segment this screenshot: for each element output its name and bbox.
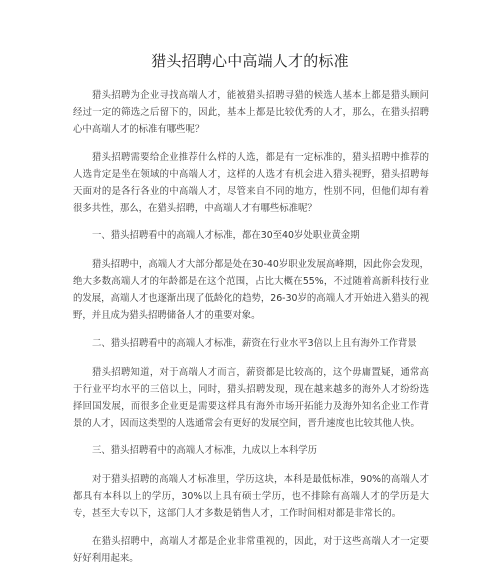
paragraph-age: 猎头招聘中，高端人才大部分都是处在30-40岁职业发展高峰期，因此你会发现，绝大多数高端人才的年龄都是在这个范围，占比大概在55%，不过随着高新科技行业的发展，高端人才也逐渐出现了低龄化的趋势，26-30岁的高端人才开始进入猎头的视野，并且成为猎头招聘储备人才的重要对象。 [73, 259, 429, 321]
section-heading-age: 一、猎头招聘看中的高端人才标准，都在30至40岁处职业黄金期 [92, 230, 360, 241]
section-heading-education: 三、猎头招聘看中的高端人才标准，九成以上本科学历 [92, 445, 318, 456]
article-title: 猎头招聘心中高端人才的标准 [151, 52, 349, 70]
paragraph-overview: 猎头招聘需要给企业推荐什么样的人选，都是有一定标准的，猎头招聘中推荐的人选肯定是坐在领域的中高端人才，这样的人选才有机会进入猎头视野，猎头招聘每天面对的是各行各业的中高端人才，尽管来自不同的地方，性别不同，但他们却有着很多共性，那么，在猎头招聘，中高端人才有哪些标准呢？ [73, 151, 429, 214]
section-heading-salary: 二、猎头招聘看中的高端人才标准，薪资在行业水平3倍以上且有海外工作背景 [92, 337, 417, 349]
paragraph-salary: 猎头招聘知道，对于高端人才而言，薪资都是比较高的，这个毋庸置疑，通常高于行业平均水平的三倍以上，同时，猎头招聘发现，现在越来越多的海外人才纷纷选择回国发展，而很多企业更是需要这样具有海外市场开拓能力及海外知名企业工作背景的人才，因而这类型的人选通常会有更好的发展空间，晋升速度也比较其他人快。 [73, 366, 429, 429]
paragraph-education: 对于猎头招聘的高端人才标准里，学历这块，本科是最低标准，90%的高端人才都具有本科以上的学历，30%以上具有硕士学历，也不排除有高端人才的学历是大专，甚至大专以下，这部门人才多数是销售人才，工作时间相对都是非常长的。 [73, 474, 429, 519]
paragraph-conclusion: 在猎头招聘中，高端人才都是企业非常重视的，因此，对于这些高端人才一定要好好利用起来。 [73, 535, 429, 564]
article-body [73, 87, 429, 577]
paragraph-intro: 猎头招聘为企业寻找高端人才，能被猎头招聘寻猎的候选人基本上都是猎头顾问经过一定的筛选之后留下的，因此，基本上都是比较优秀的人才，那么，在猎头招聘心中高端人才的标准有哪些呢？ [73, 90, 429, 135]
